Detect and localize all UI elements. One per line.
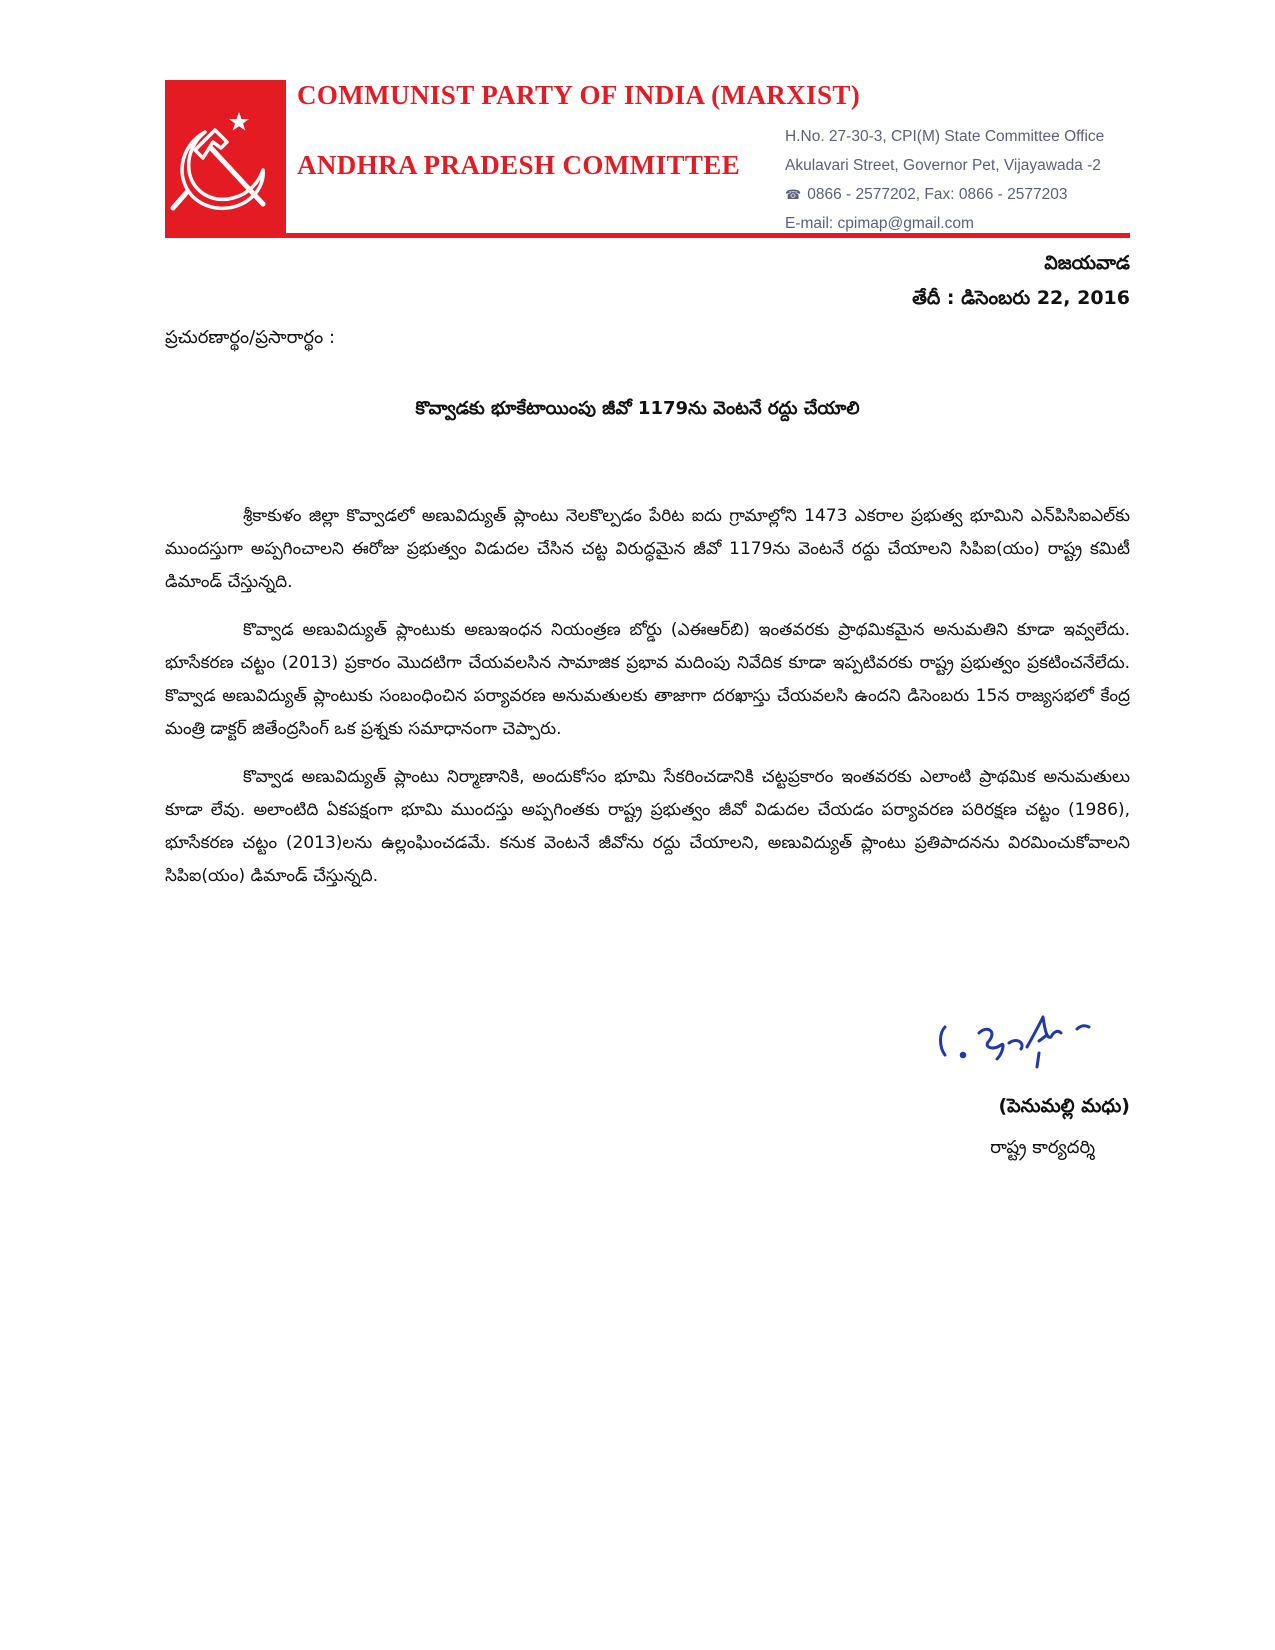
place: విజయవాడ: [1044, 252, 1130, 274]
letter-body: [165, 500, 1130, 908]
release-label: ప్రచురణార్థం/ప్రసారార్థం :: [165, 327, 336, 348]
phone-text: 0866 - 2577202, Fax: 0866 - 2577203: [807, 186, 1068, 203]
org-name: COMMUNIST PARTY OF INDIA (MARXIST): [297, 80, 861, 110]
paragraph: శ్రీకాకుళం జిల్లా కొవ్వాడలో అణువిద్యుత్ ప్లాంటు నెలకొల్పడం పేరిట ఐదు గ్రామాల్లోని 1473 ఎకరాల ప్రభుత్వ భూమిని ఎన్‌పిసిఐఎల్‌కు ముందస్తుగా అప్పగించాలని ఈరోజు ప్రభుత్వం విడుదల చేసిన చట్ట విరుద్ధమైన జీవో 1179ను వెంటనే రద్దు చేయాలని సిపిఐ(యం) రాష్ట్ర కమిటీ డిమాండ్ చేస్తున్నది.: [165, 506, 1130, 592]
signatory-title: రాష్ట్ర కార్యదర్శి: [990, 1137, 1095, 1158]
phone-icon: ☎: [785, 187, 802, 202]
paragraph: కొవ్వాడ అణువిద్యుత్ ప్లాంటుకు అణుఇంధన నియంత్రణ బోర్డు (ఎఈఆర్‌బి) ఇంతవరకు ప్రాథమికమైన అనుమతిని కూడా ఇవ్వలేదు. భూసేకరణ చట్టం (2013) ప్రకారం మొదటిగా చేయవలసిన సామాజిక ప్రభావ మదింపు నివేదిక కూడా ఇప్పటివరకు రాష్ట్ర ప్రభుత్వం ప్రకటించనేలేదు. కొవ్వాడ అణువిద్యుత్ ప్లాంటుకు సంబంధించిన పర్యావరణ అనుమతులకు తాజాగా దరఖాస్తు చేయవలసి ఉందని డిసెంబరు 15న రాజ్యసభలో కేంద్ర మంత్రి డాక్టర్ జితేంద్రసింగ్ ఒక ప్రశ్నకు సమాధానంగా చెప్పారు.: [165, 620, 1130, 739]
date: తేదీ : డిసెంబరు 22, 2016: [912, 287, 1130, 309]
address-line-2: Akulavari Street, Governor Pet, Vijayawada -2: [785, 157, 1101, 174]
address-line-1: H.No. 27-30-3, CPI(M) State Committee Office: [785, 128, 1105, 145]
contact-block: [785, 122, 1104, 238]
phone-line: [785, 180, 1104, 209]
committee-name: ANDHRA PRADESH COMMITTEE: [297, 150, 741, 180]
paragraph: కొవ్వాడ అణువిద్యుత్ ప్లాంటు నిర్మాణానికి, అందుకోసం భూమి సేకరించడానికి చట్టప్రకారం ఇంతవరకు ఎలాంటి ప్రాథమిక అనుమతులు కూడా లేవు. అలాంటిది ఏకపక్షంగా భూమి ముందస్తు అప్పగింతకు రాష్ట్ర ప్రభుత్వం జీవో విడుదల చేయడం పర్యావరణ పరిరక్షణ చట్టం (1986), భూసేకరణ చట్టం (2013)లను ఉల్లంఘించడమే. కనుక వెంటనే జీవోను రద్దు చేయాలని, అణువిద్యుత్ ప్లాంటు ప్రతిపాదనను విరమించుకోవాలని సిపిఐ(యం) డిమాండ్ చేస్తున్నది.: [165, 767, 1130, 886]
hammer-sickle-star-icon: [165, 80, 286, 238]
letterhead-divider: [286, 233, 1130, 238]
headline: కొవ్వాడకు భూకేటాయింపు జీవో 1179ను వెంటనే రద్దు చేయాలి: [415, 398, 860, 419]
party-logo: [165, 80, 286, 238]
signatory-name: (పెనుమల్లి మధు): [998, 1095, 1130, 1117]
handwritten-signature: [935, 1003, 1095, 1087]
email-line: E-mail: cpimap@gmail.com: [785, 215, 974, 232]
letterhead: [165, 80, 1130, 240]
